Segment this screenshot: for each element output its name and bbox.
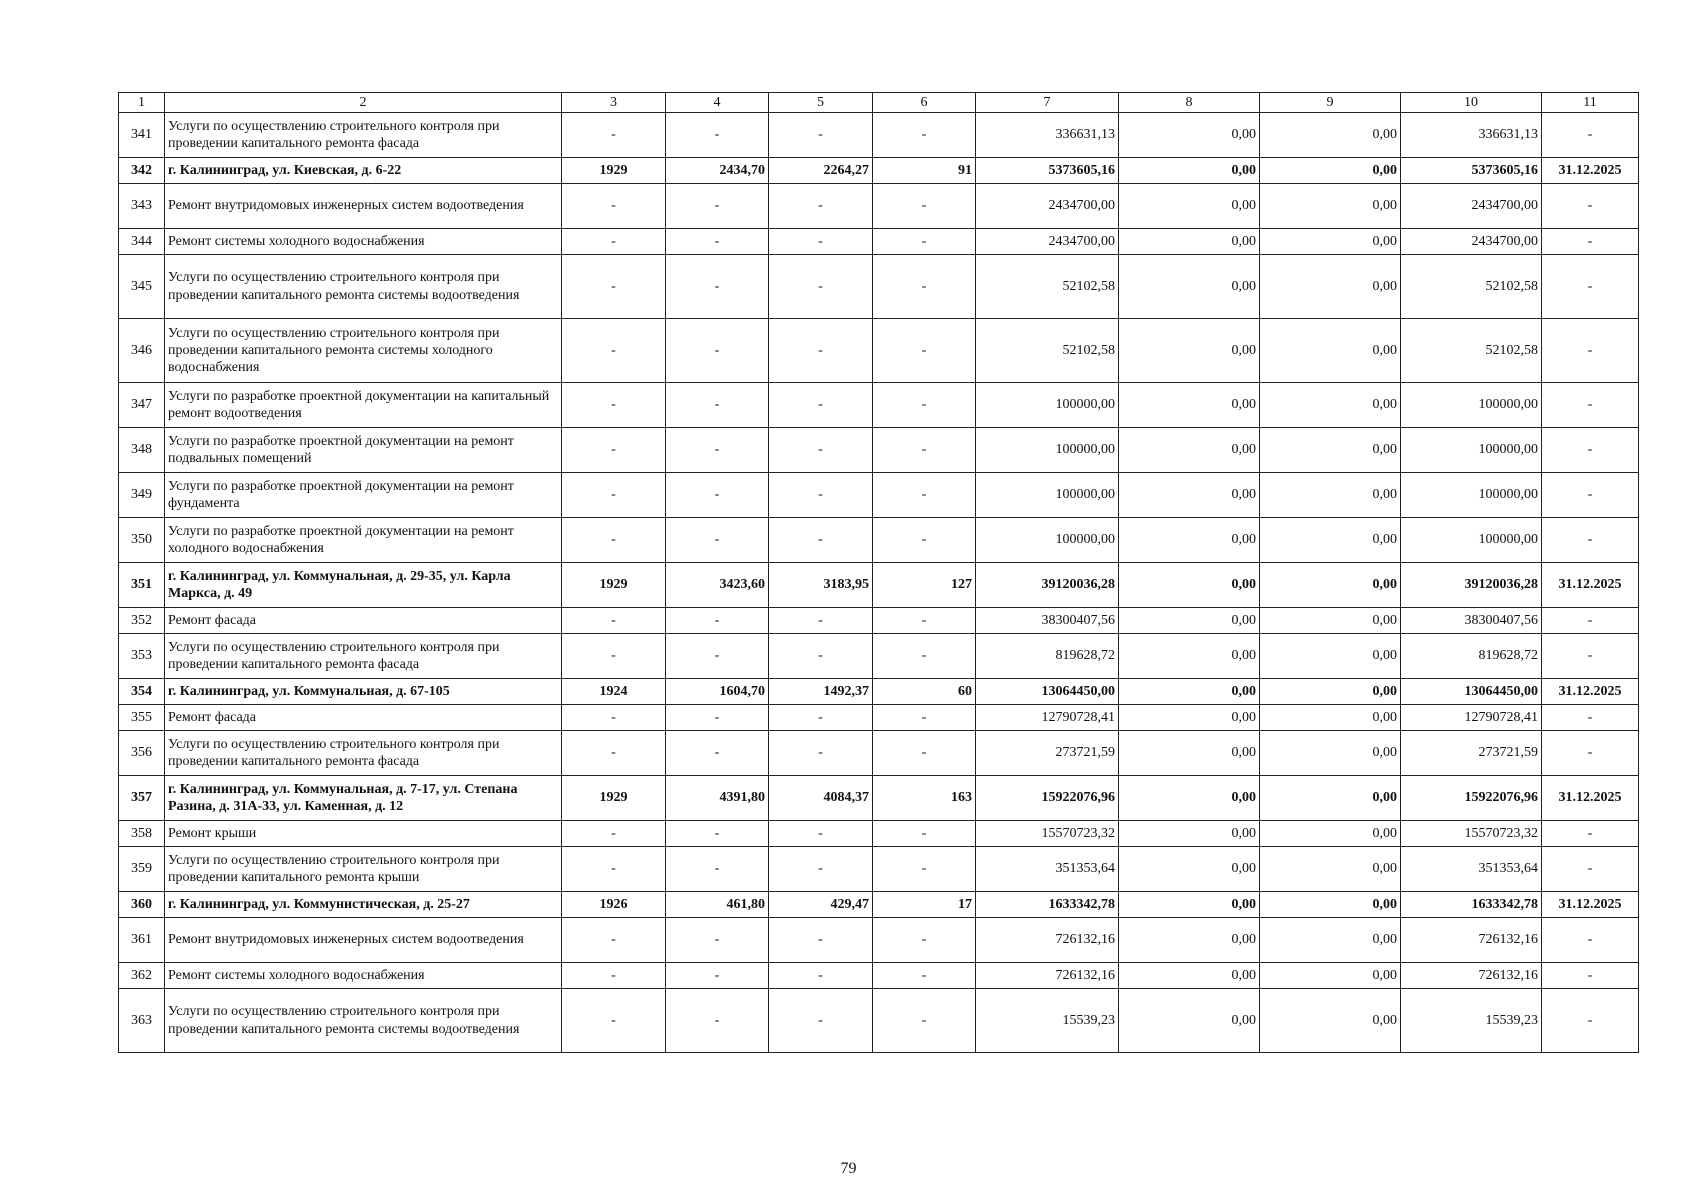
cell-col-5: 2264,27 (769, 158, 873, 184)
cell-col-11: 31.12.2025 (1542, 158, 1639, 184)
cell-col-9: 0,00 (1260, 255, 1401, 319)
cell-col-4: - (666, 255, 769, 319)
table-row (119, 158, 1639, 184)
cell-col-5: - (769, 319, 873, 383)
cell-col-3: - (562, 113, 666, 158)
row-description: Ремонт фасада (165, 705, 562, 731)
data-table (118, 92, 1639, 1053)
table-row (119, 679, 1639, 705)
cell-col-3: - (562, 847, 666, 892)
cell-col-4: - (666, 731, 769, 776)
cell-col-8: 0,00 (1119, 821, 1260, 847)
cell-col-6: - (873, 705, 976, 731)
cell-col-6: - (873, 963, 976, 989)
cell-col-7: 2434700,00 (976, 184, 1119, 229)
cell-col-7: 336631,13 (976, 113, 1119, 158)
row-description: Ремонт системы холодного водоснабжения (165, 229, 562, 255)
cell-col-11: - (1542, 229, 1639, 255)
header-col-2: 2 (165, 93, 562, 113)
table-row (119, 963, 1639, 989)
cell-col-4: 1604,70 (666, 679, 769, 705)
cell-col-8: 0,00 (1119, 255, 1260, 319)
header-col-7: 7 (976, 93, 1119, 113)
row-description: Ремонт внутридомовых инженерных систем водоотведения (165, 184, 562, 229)
table-row (119, 892, 1639, 918)
cell-col-11: - (1542, 731, 1639, 776)
cell-col-10: 726132,16 (1401, 963, 1542, 989)
row-number: 350 (119, 518, 165, 563)
cell-col-7: 100000,00 (976, 383, 1119, 428)
row-description: Ремонт фасада (165, 608, 562, 634)
cell-col-7: 52102,58 (976, 255, 1119, 319)
cell-col-8: 0,00 (1119, 918, 1260, 963)
cell-col-11: - (1542, 963, 1639, 989)
row-number: 357 (119, 776, 165, 821)
row-description: Услуги по осуществлению строительного контроля при проведении капитального ремонта фасада (165, 634, 562, 679)
cell-col-8: 0,00 (1119, 158, 1260, 184)
cell-col-3: - (562, 428, 666, 473)
cell-col-9: 0,00 (1260, 847, 1401, 892)
table-row (119, 731, 1639, 776)
page-number: 79 (840, 1160, 857, 1177)
cell-col-5: - (769, 113, 873, 158)
cell-col-6: - (873, 608, 976, 634)
row-description: г. Калининград, ул. Коммунальная, д. 7-17, ул. Степана Разина, д. 31А-33, ул. Каменная, д. 12 (165, 776, 562, 821)
cell-col-10: 38300407,56 (1401, 608, 1542, 634)
cell-col-3: - (562, 229, 666, 255)
header-col-5: 5 (769, 93, 873, 113)
row-number: 343 (119, 184, 165, 229)
cell-col-4: - (666, 608, 769, 634)
cell-col-3: - (562, 608, 666, 634)
cell-col-9: 0,00 (1260, 892, 1401, 918)
cell-col-9: 0,00 (1260, 563, 1401, 608)
cell-col-3: - (562, 473, 666, 518)
cell-col-4: - (666, 113, 769, 158)
row-number: 345 (119, 255, 165, 319)
cell-col-10: 12790728,41 (1401, 705, 1542, 731)
cell-col-11: - (1542, 184, 1639, 229)
table-row (119, 255, 1639, 319)
cell-col-8: 0,00 (1119, 731, 1260, 776)
row-description: Ремонт крыши (165, 821, 562, 847)
row-description: Ремонт внутридомовых инженерных систем водоотведения (165, 918, 562, 963)
cell-col-11: 31.12.2025 (1542, 776, 1639, 821)
cell-col-11: - (1542, 634, 1639, 679)
cell-col-3: - (562, 255, 666, 319)
cell-col-8: 0,00 (1119, 705, 1260, 731)
cell-col-3: - (562, 319, 666, 383)
cell-col-4: - (666, 428, 769, 473)
cell-col-6: 91 (873, 158, 976, 184)
cell-col-7: 15539,23 (976, 989, 1119, 1053)
cell-col-5: - (769, 383, 873, 428)
cell-col-11: - (1542, 113, 1639, 158)
cell-col-8: 0,00 (1119, 383, 1260, 428)
cell-col-3: 1929 (562, 563, 666, 608)
row-number: 353 (119, 634, 165, 679)
cell-col-11: 31.12.2025 (1542, 563, 1639, 608)
cell-col-10: 15570723,32 (1401, 821, 1542, 847)
cell-col-4: - (666, 821, 769, 847)
cell-col-5: - (769, 918, 873, 963)
cell-col-5: 1492,37 (769, 679, 873, 705)
table-row (119, 918, 1639, 963)
cell-col-4: - (666, 989, 769, 1053)
row-number: 344 (119, 229, 165, 255)
table-row (119, 776, 1639, 821)
cell-col-8: 0,00 (1119, 473, 1260, 518)
cell-col-10: 39120036,28 (1401, 563, 1542, 608)
cell-col-6: - (873, 634, 976, 679)
cell-col-5: - (769, 518, 873, 563)
cell-col-7: 100000,00 (976, 473, 1119, 518)
cell-col-7: 39120036,28 (976, 563, 1119, 608)
header-col-4: 4 (666, 93, 769, 113)
cell-col-7: 726132,16 (976, 963, 1119, 989)
cell-col-5: - (769, 608, 873, 634)
cell-col-5: - (769, 184, 873, 229)
cell-col-7: 1633342,78 (976, 892, 1119, 918)
cell-col-4: - (666, 963, 769, 989)
cell-col-10: 726132,16 (1401, 918, 1542, 963)
row-number: 346 (119, 319, 165, 383)
cell-col-10: 100000,00 (1401, 473, 1542, 518)
cell-col-8: 0,00 (1119, 634, 1260, 679)
cell-col-9: 0,00 (1260, 679, 1401, 705)
row-description: Услуги по разработке проектной документации на ремонт холодного водоснабжения (165, 518, 562, 563)
cell-col-9: 0,00 (1260, 473, 1401, 518)
cell-col-3: 1929 (562, 158, 666, 184)
row-description: Услуги по осуществлению строительного контроля при проведении капитального ремонта системы водоотведения (165, 255, 562, 319)
cell-col-5: - (769, 963, 873, 989)
row-description: г. Калининград, ул. Киевская, д. 6-22 (165, 158, 562, 184)
row-number: 360 (119, 892, 165, 918)
cell-col-9: 0,00 (1260, 113, 1401, 158)
cell-col-8: 0,00 (1119, 229, 1260, 255)
table-row (119, 563, 1639, 608)
cell-col-10: 336631,13 (1401, 113, 1542, 158)
cell-col-9: 0,00 (1260, 158, 1401, 184)
row-number: 341 (119, 113, 165, 158)
row-description: г. Калининград, ул. Коммунистическая, д. 25-27 (165, 892, 562, 918)
cell-col-10: 100000,00 (1401, 383, 1542, 428)
cell-col-5: - (769, 473, 873, 518)
cell-col-9: 0,00 (1260, 428, 1401, 473)
row-number: 359 (119, 847, 165, 892)
cell-col-3: - (562, 821, 666, 847)
cell-col-9: 0,00 (1260, 634, 1401, 679)
cell-col-10: 273721,59 (1401, 731, 1542, 776)
header-col-3: 3 (562, 93, 666, 113)
table-row (119, 184, 1639, 229)
cell-col-6: - (873, 184, 976, 229)
table-row (119, 319, 1639, 383)
row-number: 362 (119, 963, 165, 989)
cell-col-11: - (1542, 319, 1639, 383)
cell-col-4: - (666, 634, 769, 679)
table-row (119, 847, 1639, 892)
cell-col-11: - (1542, 383, 1639, 428)
header-col-6: 6 (873, 93, 976, 113)
cell-col-5: - (769, 634, 873, 679)
table-row (119, 473, 1639, 518)
cell-col-6: - (873, 473, 976, 518)
cell-col-6: - (873, 989, 976, 1053)
cell-col-9: 0,00 (1260, 184, 1401, 229)
cell-col-6: - (873, 731, 976, 776)
cell-col-11: 31.12.2025 (1542, 892, 1639, 918)
cell-col-4: - (666, 705, 769, 731)
cell-col-3: - (562, 634, 666, 679)
cell-col-4: 4391,80 (666, 776, 769, 821)
cell-col-5: - (769, 705, 873, 731)
cell-col-4: 461,80 (666, 892, 769, 918)
header-row (119, 93, 1639, 113)
cell-col-9: 0,00 (1260, 821, 1401, 847)
cell-col-10: 2434700,00 (1401, 184, 1542, 229)
cell-col-10: 15539,23 (1401, 989, 1542, 1053)
row-number: 355 (119, 705, 165, 731)
cell-col-4: - (666, 518, 769, 563)
row-description: Услуги по разработке проектной документации на ремонт подвальных помещений (165, 428, 562, 473)
header-col-10: 10 (1401, 93, 1542, 113)
cell-col-6: 127 (873, 563, 976, 608)
cell-col-8: 0,00 (1119, 963, 1260, 989)
row-number: 363 (119, 989, 165, 1053)
cell-col-9: 0,00 (1260, 229, 1401, 255)
cell-col-4: 2434,70 (666, 158, 769, 184)
cell-col-10: 351353,64 (1401, 847, 1542, 892)
cell-col-3: - (562, 989, 666, 1053)
cell-col-4: - (666, 918, 769, 963)
cell-col-7: 726132,16 (976, 918, 1119, 963)
cell-col-3: 1924 (562, 679, 666, 705)
header-col-8: 8 (1119, 93, 1260, 113)
cell-col-8: 0,00 (1119, 428, 1260, 473)
cell-col-4: - (666, 319, 769, 383)
cell-col-8: 0,00 (1119, 563, 1260, 608)
cell-col-3: 1926 (562, 892, 666, 918)
cell-col-11: - (1542, 847, 1639, 892)
cell-col-10: 100000,00 (1401, 518, 1542, 563)
table-row (119, 705, 1639, 731)
table-row (119, 989, 1639, 1053)
table-row (119, 428, 1639, 473)
cell-col-4: - (666, 473, 769, 518)
cell-col-10: 100000,00 (1401, 428, 1542, 473)
table-row (119, 821, 1639, 847)
cell-col-8: 0,00 (1119, 989, 1260, 1053)
cell-col-9: 0,00 (1260, 989, 1401, 1053)
table-row (119, 229, 1639, 255)
cell-col-10: 819628,72 (1401, 634, 1542, 679)
cell-col-10: 13064450,00 (1401, 679, 1542, 705)
header-col-11: 11 (1542, 93, 1639, 113)
cell-col-6: - (873, 229, 976, 255)
cell-col-6: - (873, 847, 976, 892)
cell-col-7: 100000,00 (976, 518, 1119, 563)
row-number: 361 (119, 918, 165, 963)
cell-col-5: - (769, 428, 873, 473)
cell-col-9: 0,00 (1260, 383, 1401, 428)
cell-col-7: 819628,72 (976, 634, 1119, 679)
cell-col-8: 0,00 (1119, 319, 1260, 383)
cell-col-6: - (873, 113, 976, 158)
cell-col-3: - (562, 383, 666, 428)
cell-col-6: - (873, 383, 976, 428)
cell-col-6: - (873, 428, 976, 473)
cell-col-11: - (1542, 821, 1639, 847)
cell-col-3: - (562, 705, 666, 731)
row-description: Услуги по осуществлению строительного контроля при проведении капитального ремонта фасада (165, 113, 562, 158)
cell-col-5: - (769, 847, 873, 892)
header-col-1: 1 (119, 93, 165, 113)
table-row (119, 383, 1639, 428)
cell-col-3: - (562, 184, 666, 229)
row-number: 348 (119, 428, 165, 473)
row-description: Услуги по осуществлению строительного контроля при проведении капитального ремонта крыши (165, 847, 562, 892)
cell-col-6: 60 (873, 679, 976, 705)
cell-col-11: 31.12.2025 (1542, 679, 1639, 705)
cell-col-11: - (1542, 918, 1639, 963)
cell-col-8: 0,00 (1119, 184, 1260, 229)
cell-col-6: 17 (873, 892, 976, 918)
cell-col-11: - (1542, 428, 1639, 473)
cell-col-8: 0,00 (1119, 892, 1260, 918)
cell-col-10: 5373605,16 (1401, 158, 1542, 184)
cell-col-11: - (1542, 705, 1639, 731)
row-number: 352 (119, 608, 165, 634)
row-number: 342 (119, 158, 165, 184)
cell-col-4: - (666, 383, 769, 428)
row-number: 351 (119, 563, 165, 608)
cell-col-6: - (873, 255, 976, 319)
table-row (119, 518, 1639, 563)
cell-col-4: - (666, 184, 769, 229)
cell-col-4: - (666, 847, 769, 892)
cell-col-3: - (562, 731, 666, 776)
table-row (119, 608, 1639, 634)
cell-col-4: 3423,60 (666, 563, 769, 608)
cell-col-5: - (769, 731, 873, 776)
cell-col-9: 0,00 (1260, 319, 1401, 383)
row-number: 347 (119, 383, 165, 428)
row-description: Услуги по осуществлению строительного контроля при проведении капитального ремонта системы холодного водоснабжения (165, 319, 562, 383)
cell-col-6: - (873, 518, 976, 563)
cell-col-7: 52102,58 (976, 319, 1119, 383)
cell-col-10: 2434700,00 (1401, 229, 1542, 255)
table-header (119, 93, 1639, 113)
cell-col-7: 15570723,32 (976, 821, 1119, 847)
row-number: 356 (119, 731, 165, 776)
table-body (119, 113, 1639, 1053)
cell-col-3: - (562, 918, 666, 963)
row-description: Услуги по осуществлению строительного контроля при проведении капитального ремонта фасада (165, 731, 562, 776)
cell-col-9: 0,00 (1260, 918, 1401, 963)
cell-col-4: - (666, 229, 769, 255)
cell-col-7: 38300407,56 (976, 608, 1119, 634)
cell-col-11: - (1542, 608, 1639, 634)
row-description: Ремонт системы холодного водоснабжения (165, 963, 562, 989)
header-col-9: 9 (1260, 93, 1401, 113)
row-description: г. Калининград, ул. Коммунальная, д. 67-105 (165, 679, 562, 705)
cell-col-5: 3183,95 (769, 563, 873, 608)
cell-col-5: - (769, 255, 873, 319)
cell-col-7: 351353,64 (976, 847, 1119, 892)
table-row (119, 634, 1639, 679)
row-description: Услуги по разработке проектной документации на ремонт фундамента (165, 473, 562, 518)
cell-col-7: 100000,00 (976, 428, 1119, 473)
cell-col-5: - (769, 229, 873, 255)
cell-col-7: 15922076,96 (976, 776, 1119, 821)
row-number: 349 (119, 473, 165, 518)
row-description: Услуги по разработке проектной документации на капитальный ремонт водоотведения (165, 383, 562, 428)
cell-col-6: - (873, 319, 976, 383)
cell-col-8: 0,00 (1119, 113, 1260, 158)
cell-col-7: 273721,59 (976, 731, 1119, 776)
row-description: Услуги по осуществлению строительного контроля при проведении капитального ремонта системы водоотведения (165, 989, 562, 1053)
cell-col-3: - (562, 963, 666, 989)
cell-col-8: 0,00 (1119, 608, 1260, 634)
cell-col-5: - (769, 989, 873, 1053)
cell-col-7: 13064450,00 (976, 679, 1119, 705)
cell-col-8: 0,00 (1119, 518, 1260, 563)
cell-col-10: 1633342,78 (1401, 892, 1542, 918)
cell-col-5: 4084,37 (769, 776, 873, 821)
cell-col-7: 12790728,41 (976, 705, 1119, 731)
cell-col-9: 0,00 (1260, 731, 1401, 776)
cell-col-6: - (873, 918, 976, 963)
cell-col-9: 0,00 (1260, 518, 1401, 563)
cell-col-10: 52102,58 (1401, 255, 1542, 319)
cell-col-8: 0,00 (1119, 776, 1260, 821)
cell-col-8: 0,00 (1119, 679, 1260, 705)
cell-col-11: - (1542, 255, 1639, 319)
row-number: 354 (119, 679, 165, 705)
cell-col-3: - (562, 518, 666, 563)
cell-col-9: 0,00 (1260, 608, 1401, 634)
cell-col-5: - (769, 821, 873, 847)
cell-col-5: 429,47 (769, 892, 873, 918)
cell-col-10: 52102,58 (1401, 319, 1542, 383)
cell-col-8: 0,00 (1119, 847, 1260, 892)
cell-col-3: 1929 (562, 776, 666, 821)
row-description: г. Калининград, ул. Коммунальная, д. 29-35, ул. Карла Маркса, д. 49 (165, 563, 562, 608)
cell-col-7: 2434700,00 (976, 229, 1119, 255)
cell-col-6: 163 (873, 776, 976, 821)
cell-col-11: - (1542, 989, 1639, 1053)
row-number: 358 (119, 821, 165, 847)
table-row (119, 113, 1639, 158)
cell-col-9: 0,00 (1260, 705, 1401, 731)
cell-col-9: 0,00 (1260, 963, 1401, 989)
cell-col-6: - (873, 821, 976, 847)
cell-col-7: 5373605,16 (976, 158, 1119, 184)
cell-col-11: - (1542, 473, 1639, 518)
cell-col-9: 0,00 (1260, 776, 1401, 821)
cell-col-11: - (1542, 518, 1639, 563)
cell-col-10: 15922076,96 (1401, 776, 1542, 821)
